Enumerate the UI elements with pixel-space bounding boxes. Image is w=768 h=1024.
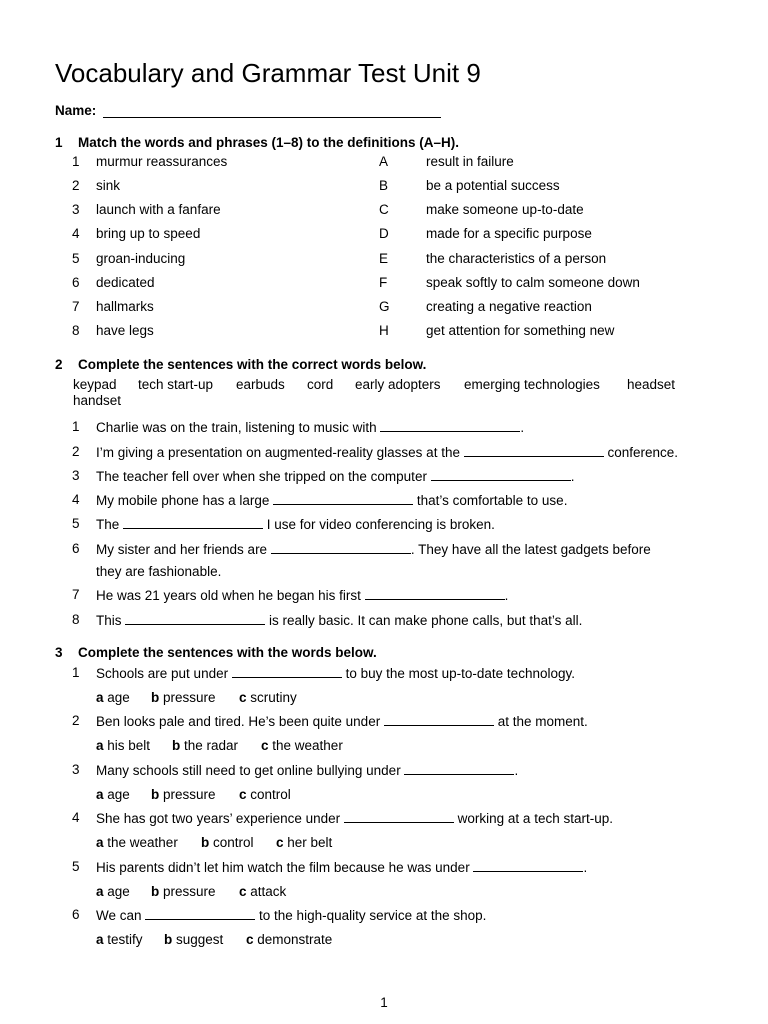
sentence-text [96,419,524,435]
option-letter: a [96,884,104,899]
option-text: suggest [172,932,224,947]
option-letter: a [96,787,104,802]
word-bank-item: handset [73,393,122,408]
match-phrase: have legs [96,323,154,338]
option-text: demonstrate [253,932,333,947]
word-bank-item: keypad [73,377,117,392]
match-phrase: groan-inducing [96,251,186,266]
option-letter: a [96,932,104,947]
sentence-end: . [504,588,509,603]
option-text: the weather [268,738,343,753]
sentence-start: She has got two years’ experience under [96,811,344,826]
definition-text: creating a negative reaction [426,299,592,314]
item-number: 2 [72,713,80,728]
word-bank-item: headset [627,377,676,392]
option-text: age [103,690,130,705]
sentence-start: Schools are put under [96,666,232,681]
option-letter: b [172,738,181,753]
answer-blank[interactable] [273,492,413,505]
option-letter: c [239,884,247,899]
answer-option[interactable] [151,884,216,899]
option-letter: a [96,835,104,850]
page-number: 1 [380,995,388,1010]
definition-text: result in failure [426,154,514,169]
option-letter: c [276,835,284,850]
answer-option[interactable] [246,932,332,947]
item-number: 1 [72,665,80,680]
sentence-start: I’m giving a presentation on augmented-reality glasses at the [96,445,464,460]
answer-blank[interactable] [365,587,505,600]
match-phrase: bring up to speed [96,226,201,241]
option-letter: b [201,835,210,850]
sentence-end: conference. [603,445,679,460]
answer-blank[interactable] [380,419,520,432]
item-number: 2 [72,444,80,459]
item-number: 4 [72,810,80,825]
item-number: 1 [72,419,80,434]
definition-text: speak softly to calm someone down [426,275,640,290]
match-phrase: sink [96,178,121,193]
page-title: Vocabulary and Grammar Test Unit 9 [55,58,481,88]
option-letter: a [96,690,104,705]
definition-letter: D [379,226,389,241]
definition-letter: F [379,275,388,290]
sentence-start: Many schools still need to get online bullying under [96,763,405,778]
item-number: 3 [72,762,80,777]
word-bank-item: early adopters [355,377,441,392]
section-3-heading: Complete the sentences with the words below. [78,645,377,660]
sentence-text [96,907,486,923]
answer-option[interactable] [239,884,286,899]
option-text: her belt [283,835,333,850]
answer-option[interactable] [96,787,130,802]
option-letter: c [261,738,269,753]
item-number: 7 [72,299,80,314]
definition-letter: H [379,323,389,338]
answer-blank[interactable] [473,859,583,872]
option-text: his belt [103,738,151,753]
sentence-start: He was 21 years old when he began his first [96,588,365,603]
definition-letter: A [379,154,389,169]
answer-option[interactable] [164,932,223,947]
answer-option[interactable] [96,835,178,850]
item-number: 2 [72,178,80,193]
name-field[interactable] [103,117,441,118]
section-2-heading: Complete the sentences with the correct words below. [78,357,427,372]
definition-text: make someone up-to-date [426,202,584,217]
option-letter: a [96,738,104,753]
sentence-end: . [570,469,575,484]
option-text: the radar [180,738,239,753]
sentence-start: Ben looks pale and tired. He’s been quite under [96,714,384,729]
sentence-start: My mobile phone has a large [96,493,274,508]
definition-letter: B [379,178,389,193]
item-number: 8 [72,612,80,627]
answer-blank[interactable] [344,810,454,823]
item-number: 3 [72,468,80,483]
option-text: scrutiny [246,690,297,705]
answer-blank[interactable] [464,444,604,457]
section-2-number: 2 [55,357,63,372]
option-text: pressure [159,690,216,705]
answer-option[interactable] [96,738,150,753]
item-number: 5 [72,859,80,874]
section-1-number: 1 [55,135,63,150]
sentence-text [96,444,678,460]
section-1-heading: Match the words and phrases (1–8) to the definitions (A–H). [78,135,460,150]
item-number: 6 [72,907,80,922]
sentence-end: working at a tech start-up. [453,811,613,826]
option-text: control [209,835,254,850]
option-letter: b [164,932,173,947]
sentence-start: This [96,613,126,628]
option-text: age [103,787,130,802]
sentence-text [96,516,495,532]
match-phrase: dedicated [96,275,155,290]
answer-option[interactable] [96,690,130,705]
section-3-number: 3 [55,645,63,660]
sentence-text [96,859,587,875]
match-phrase: hallmarks [96,299,154,314]
definition-letter: E [379,251,389,266]
item-number: 6 [72,541,80,556]
sentence-text [96,468,574,484]
definition-text: made for a specific purpose [426,226,592,241]
sentence-text [96,713,588,729]
option-letter: c [239,690,247,705]
sentence-end: I use for video conferencing is broken. [263,517,495,532]
answer-blank[interactable] [404,762,514,775]
option-text: attack [246,884,287,899]
answer-option[interactable] [151,690,216,705]
sentence-text [96,492,567,508]
answer-option[interactable] [201,835,254,850]
sentence-end: . [520,420,525,435]
sentence-end: that’s comfortable to use. [413,493,568,508]
answer-blank[interactable] [431,468,571,481]
sentence-start: The [96,517,124,532]
sentence-end: . [514,763,519,778]
answer-blank[interactable] [125,612,265,625]
sentence-text [96,612,582,628]
answer-option[interactable] [239,690,297,705]
option-text: testify [103,932,143,947]
sentence-start: We can [96,908,146,923]
match-phrase: launch with a fanfare [96,202,221,217]
option-letter: b [151,690,160,705]
sentence-end: is really basic. It can make phone calls, but that’s all. [265,613,583,628]
item-number: 5 [72,251,80,266]
item-number: 3 [72,202,80,217]
sentence-start: Charlie was on the train, listening to music with [96,420,381,435]
sentence-end: to the high-quality service at the shop. [255,908,487,923]
sentence-end: at the moment. [493,714,588,729]
definition-letter: C [379,202,389,217]
answer-option[interactable] [96,932,143,947]
answer-option[interactable] [172,738,238,753]
sentence-end: . [583,860,588,875]
word-bank-item: tech start-up [138,377,214,392]
answer-option[interactable] [96,884,130,899]
item-number: 4 [72,492,80,507]
option-text: pressure [159,884,216,899]
sentence-start: The teacher fell over when she tripped on the computer [96,469,431,484]
item-number: 6 [72,275,80,290]
name-label: Name: [55,103,97,118]
definition-text: be a potential success [426,178,560,193]
option-letter: b [151,787,160,802]
option-text: pressure [159,787,216,802]
item-number: 4 [72,226,80,241]
option-letter: c [239,787,247,802]
match-phrase: murmur reassurances [96,154,228,169]
item-number: 7 [72,587,80,602]
answer-blank[interactable] [123,516,263,529]
option-text: control [246,787,291,802]
option-letter: b [151,884,160,899]
item-number: 8 [72,323,80,338]
option-text: age [103,884,130,899]
sentence-start: His parents didn’t let him watch the film because he was under [96,860,474,875]
answer-blank[interactable] [232,665,342,678]
sentence-text [96,665,575,681]
word-bank-item: cord [307,377,334,392]
sentence-text [96,541,651,557]
definition-text: the characteristics of a person [426,251,607,266]
answer-blank[interactable] [384,713,494,726]
sentence-start: My sister and her friends are [96,542,271,557]
word-bank-item: earbuds [236,377,285,392]
answer-option[interactable] [151,787,216,802]
definition-letter: G [379,299,390,314]
sentence-text [96,762,518,778]
word-bank-item: emerging technologies [464,377,600,392]
answer-blank[interactable] [271,541,411,554]
sentence-text [96,810,613,826]
answer-blank[interactable] [145,907,255,920]
answer-option[interactable] [261,738,343,753]
item-number: 1 [72,154,80,169]
definition-text: get attention for something new [426,323,615,338]
answer-option[interactable] [276,835,332,850]
answer-option[interactable] [239,787,291,802]
sentence-end: . They have all the latest gadgets before [410,542,651,557]
sentence-continuation: they are fashionable. [96,564,222,579]
option-letter: c [246,932,254,947]
item-number: 5 [72,516,80,531]
sentence-text [96,587,508,603]
option-text: the weather [103,835,178,850]
sentence-end: to buy the most up-to-date technology. [341,666,575,681]
